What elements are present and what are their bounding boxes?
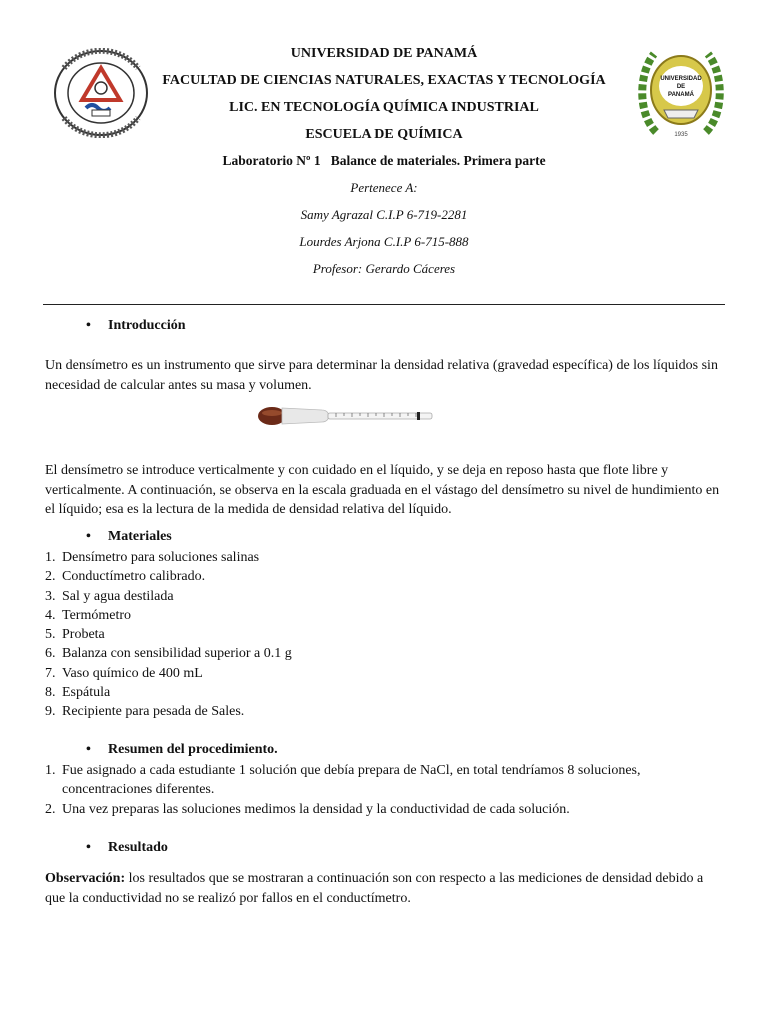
belongs-to-label: Pertenece A:: [350, 180, 418, 195]
bullet: •: [86, 529, 91, 544]
list-number: 2.: [45, 801, 56, 817]
logo-text-line2: DE: [676, 84, 686, 90]
list-item: [45, 644, 725, 663]
list-item: [45, 567, 725, 586]
list-item-text: Densímetro para soluciones salinas: [62, 550, 260, 565]
logo-text-line3: PANAMÁ: [668, 92, 694, 98]
procedure-heading-text: Resumen del procedimiento.: [108, 742, 278, 757]
procedure-heading: [86, 742, 278, 758]
program-name: LIC. EN TECNOLOGÍA QUÍMICA INDUSTRIAL: [229, 100, 539, 115]
school-name: ESCUELA DE QUÍMICA: [305, 127, 463, 142]
list-number: 8.: [45, 685, 56, 701]
observation-text: los resultados que se mostraran a continuación son con respecto a las mediciones de densidad debido a que la conductividad no se realizó por fallos en el conductímetro.: [45, 871, 704, 906]
bullet: •: [86, 318, 91, 333]
list-number: 4.: [45, 607, 56, 623]
intro-paragraph-2: El densímetro se introduce verticalmente y con cuidado en el líquido, y se deja en reposo hasta que flote libre y verticalmente. A continuación, se observa en la escala graduada en el vástago del densímetro su nivel de hundimiento en el líquido; esa es la lectura de la medida de densidad relativa del líquido.: [45, 463, 720, 517]
list-item: [45, 702, 725, 721]
list-number: 5.: [45, 627, 56, 643]
list-item-text: Vaso químico de 400 mL: [62, 665, 203, 681]
intro-paragraph-1: Un densímetro es un instrumento que sirve para determinar la densidad relativa (gravedad específica) de los líquidos sin necesidad de calcular antes su masa y volumen.: [45, 358, 718, 393]
list-item: [45, 761, 725, 800]
observation-paragraph: [45, 869, 725, 908]
list-item-text: Termómetro: [62, 607, 131, 623]
university-name: UNIVERSIDAD DE PANAMÁ: [290, 46, 478, 61]
list-item-text: Sal y agua destilada: [62, 588, 174, 604]
list-item-text: Fue asignado a cada estudiante 1 solución que debía prepara de NaCl, en total tendríamos 8 soluciones, concentraciones diferentes.: [62, 763, 641, 798]
list-item-text: Espátula: [62, 685, 111, 701]
list-item: [45, 625, 725, 644]
list-item-text: Probeta: [62, 627, 105, 643]
list-number: 1.: [45, 550, 56, 565]
header-divider: [43, 304, 725, 305]
procedure-list: [45, 761, 725, 819]
materials-heading-text: Materiales: [108, 529, 172, 544]
logo-text-line1: UNIVERSIDAD: [660, 76, 702, 82]
hydrometer-image: [256, 404, 436, 428]
result-heading-text: Resultado: [108, 840, 168, 855]
student-1: Samy Agrazal C.I.P 6-719-2281: [300, 207, 468, 222]
materials-heading: [86, 529, 172, 545]
intro-heading: [86, 318, 186, 334]
faculty-name: FACULTAD DE CIENCIAS NATURALES, EXACTAS Y TECNOLOGÍA: [162, 73, 606, 88]
list-item: [45, 606, 725, 625]
bullet: •: [86, 742, 91, 757]
lab-title: Laboratorio Nº 1 Balance de materiales. Primera parte: [222, 153, 546, 168]
logo-year: 1935: [674, 132, 688, 138]
intro-heading-text: Introducción: [108, 318, 186, 333]
list-item-text: Recipiente para pesada de Sales.: [62, 704, 245, 720]
list-number: 6.: [45, 646, 56, 662]
list-number: 2.: [45, 569, 56, 585]
professor-name: Profesor: Gerardo Cáceres: [312, 261, 456, 276]
list-item: [45, 683, 725, 702]
list-item-text: Conductímetro calibrado.: [62, 569, 206, 585]
list-number: 7.: [45, 665, 56, 681]
list-item: [45, 800, 725, 819]
list-item: [45, 587, 725, 606]
student-2: Lourdes Arjona C.I.P 6-715-888: [299, 234, 469, 249]
list-number: 1.: [45, 763, 56, 778]
materials-list: [45, 548, 725, 722]
observation-label: Observación:: [45, 871, 126, 886]
list-item-text: Balanza con sensibilidad superior a 0.1 g: [62, 646, 292, 662]
list-number: 3.: [45, 588, 56, 604]
result-heading: [86, 840, 168, 856]
list-number: 9.: [45, 704, 56, 720]
list-item: [45, 548, 725, 567]
list-item: [45, 664, 725, 683]
bullet: •: [86, 840, 91, 855]
list-item-text: Una vez preparas las soluciones medimos la densidad y la conductividad de cada solución.: [62, 801, 570, 817]
